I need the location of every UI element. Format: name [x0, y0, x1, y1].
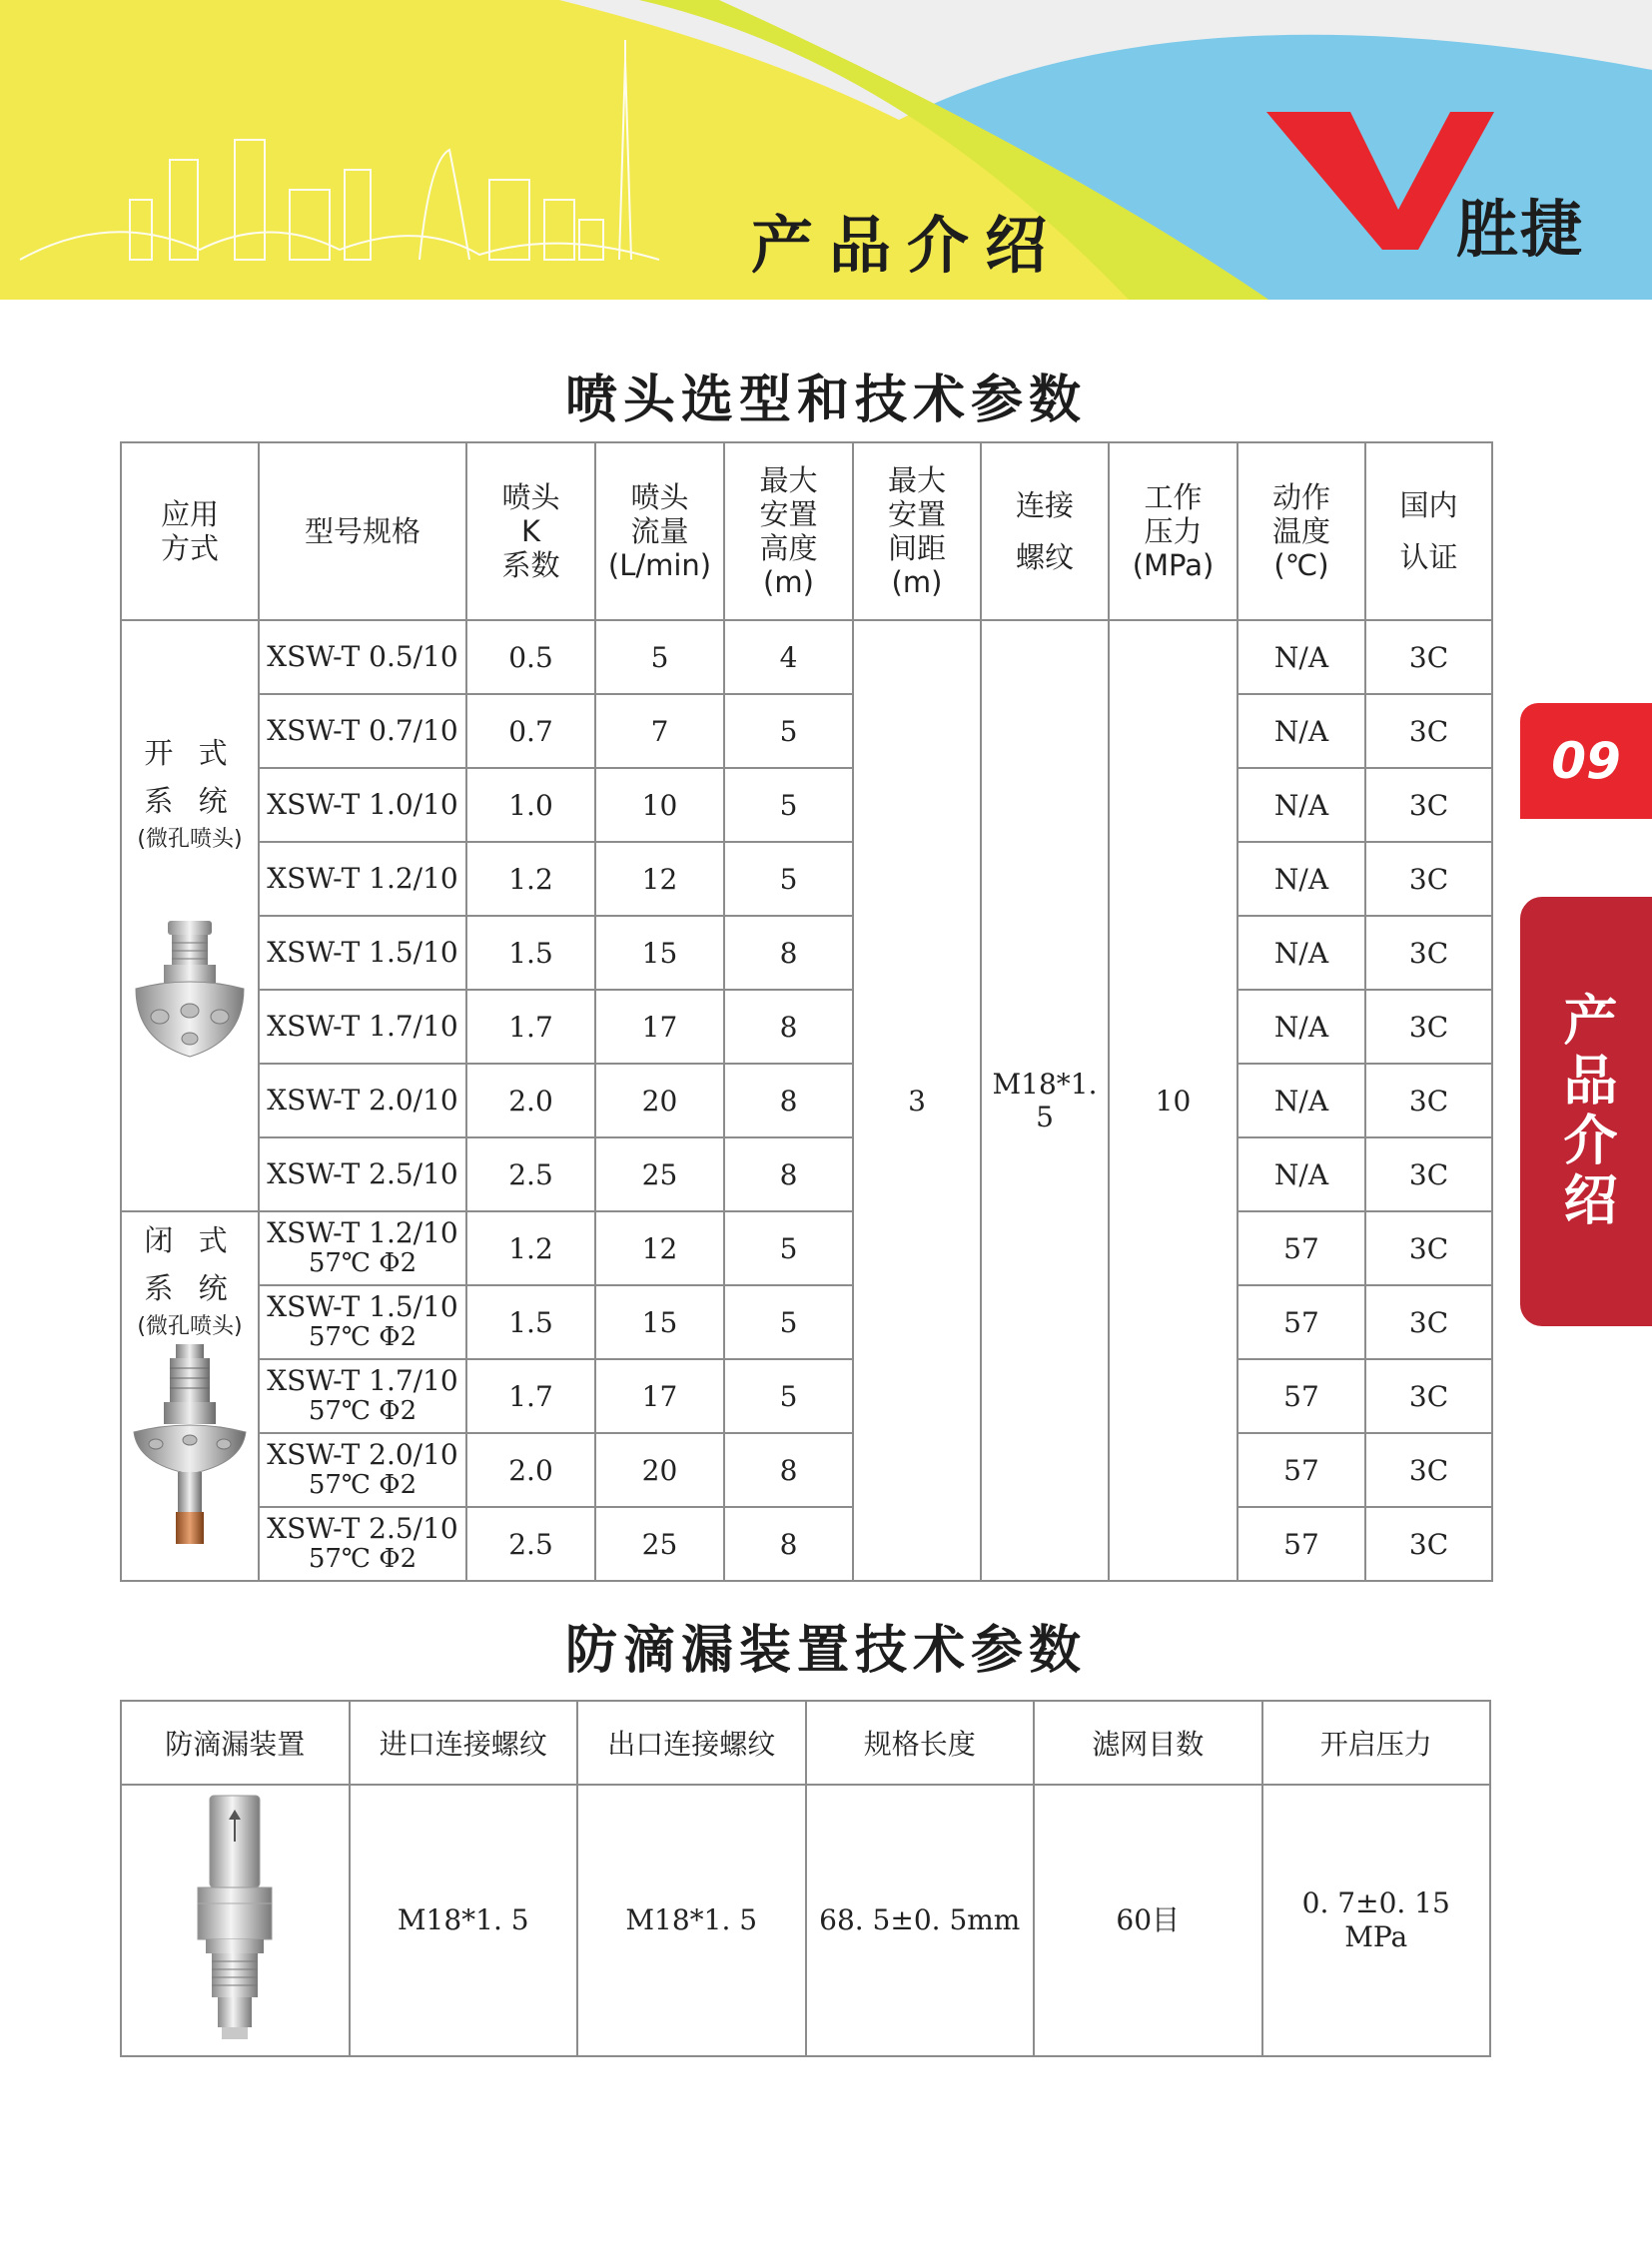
length-value: 68. 5±0. 5mm — [806, 1785, 1035, 2056]
closed-system-note: (微孔喷头) — [137, 1314, 243, 1339]
table-header-row — [121, 442, 1492, 620]
height-cell: 5 — [724, 1285, 853, 1359]
temp-cell: 57 — [1238, 1433, 1365, 1507]
header-thread: 连接 螺纹 — [981, 442, 1109, 620]
height-cell: 8 — [724, 1433, 853, 1507]
k-cell: 1.5 — [466, 1285, 595, 1359]
flow-cell: 20 — [595, 1064, 724, 1137]
temp-cell: 57 — [1238, 1285, 1365, 1359]
header-pressure: 工作 压力 (MPa) — [1109, 442, 1238, 620]
model-cell: XSW-T 2.0/10 57℃ Φ2 — [259, 1433, 466, 1507]
model-cell: XSW-T 1.5/10 57℃ Φ2 — [259, 1285, 466, 1359]
table-row — [121, 1359, 1492, 1433]
closed-system-cell — [121, 1211, 259, 1581]
header-k-factor: 喷头 K 系数 — [466, 442, 595, 620]
k-cell: 2.5 — [466, 1507, 595, 1581]
flow-cell: 12 — [595, 1211, 724, 1285]
page-number-tab: 09 — [1520, 703, 1652, 819]
anti-drip-table — [120, 1700, 1491, 2057]
cert-cell: 3C — [1365, 916, 1492, 990]
open-system-note: (微孔喷头) — [137, 827, 243, 852]
height-cell: 5 — [724, 1359, 853, 1433]
table-row — [121, 694, 1492, 768]
table-row — [121, 1785, 1490, 2056]
cert-cell: 3C — [1365, 1359, 1492, 1433]
k-cell: 2.0 — [466, 1433, 595, 1507]
cert-cell: 3C — [1365, 842, 1492, 916]
header-max-spacing: 最大 安置 间距 (m) — [853, 442, 981, 620]
cert-cell: 3C — [1365, 1137, 1492, 1211]
table-row — [121, 620, 1492, 694]
k-cell: 1.7 — [466, 990, 595, 1064]
height-cell: 5 — [724, 694, 853, 768]
k-cell: 0.5 — [466, 620, 595, 694]
model-cell: XSW-T 2.5/10 — [259, 1137, 466, 1211]
shared-pressure-cell: 10 — [1109, 620, 1238, 1581]
flow-cell: 10 — [595, 768, 724, 842]
model-cell: XSW-T 2.0/10 — [259, 1064, 466, 1137]
open-system-cell — [121, 620, 259, 1211]
model-cell: XSW-T 1.5/10 — [259, 916, 466, 990]
k-cell: 1.5 — [466, 916, 595, 990]
table-row — [121, 1433, 1492, 1507]
cert-cell: 3C — [1365, 768, 1492, 842]
table-row — [121, 1507, 1492, 1581]
header-length: 规格长度 — [806, 1701, 1035, 1785]
table-row — [121, 768, 1492, 842]
height-cell: 8 — [724, 990, 853, 1064]
open-pressure-value: 0. 7±0. 15 MPa — [1262, 1785, 1491, 2056]
header-model: 型号规格 — [259, 442, 466, 620]
header-application: 应用 方式 — [121, 442, 259, 620]
table-row — [121, 990, 1492, 1064]
k-cell: 1.0 — [466, 768, 595, 842]
cert-cell: 3C — [1365, 694, 1492, 768]
flow-cell: 20 — [595, 1433, 724, 1507]
table-row — [121, 916, 1492, 990]
model-cell: XSW-T 1.7/10 57℃ Φ2 — [259, 1359, 466, 1433]
table-header-row — [121, 1701, 1490, 1785]
device-image-cell — [121, 1785, 350, 2056]
k-cell: 2.0 — [466, 1064, 595, 1137]
header-max-height: 最大 安置 高度 (m) — [724, 442, 853, 620]
flow-cell: 15 — [595, 1285, 724, 1359]
height-cell: 5 — [724, 1211, 853, 1285]
section-side-tab — [1520, 897, 1652, 1326]
model-cell: XSW-T 1.7/10 — [259, 990, 466, 1064]
open-system-label-2: 系 统 — [144, 784, 236, 818]
temp-cell: N/A — [1238, 1064, 1365, 1137]
k-cell: 1.2 — [466, 842, 595, 916]
nozzle-spec-table — [120, 441, 1493, 1582]
height-cell: 8 — [724, 916, 853, 990]
cert-cell: 3C — [1365, 1285, 1492, 1359]
temp-cell: N/A — [1238, 916, 1365, 990]
inlet-thread-value: M18*1. 5 — [350, 1785, 578, 2056]
header-inlet: 进口连接螺纹 — [350, 1701, 578, 1785]
model-cell: XSW-T 2.5/10 57℃ Φ2 — [259, 1507, 466, 1581]
nozzle-table-title: 喷头选型和技术参数 — [564, 371, 1087, 430]
header-flow: 喷头 流量 (L/min) — [595, 442, 724, 620]
temp-cell: 57 — [1238, 1359, 1365, 1433]
k-cell: 0.7 — [466, 694, 595, 768]
cert-cell: 3C — [1365, 990, 1492, 1064]
header-certification: 国内 认证 — [1365, 442, 1492, 620]
model-cell: XSW-T 1.0/10 — [259, 768, 466, 842]
cert-cell: 3C — [1365, 1064, 1492, 1137]
temp-cell: N/A — [1238, 1137, 1365, 1211]
flow-cell: 25 — [595, 1137, 724, 1211]
open-nozzle-photo-icon — [130, 919, 250, 1069]
model-cell: XSW-T 0.7/10 — [259, 694, 466, 768]
header-open-pressure: 开启压力 — [1262, 1701, 1491, 1785]
shared-spacing-cell: 3 — [853, 620, 981, 1581]
header-mesh: 滤网目数 — [1034, 1701, 1262, 1785]
table-row — [121, 1211, 1492, 1285]
brand-name: 胜捷 — [1456, 193, 1585, 266]
height-cell: 8 — [724, 1137, 853, 1211]
cert-cell: 3C — [1365, 1507, 1492, 1581]
shared-thread-cell: M18*1. 5 — [981, 620, 1109, 1581]
model-cell: XSW-T 1.2/10 57℃ Φ2 — [259, 1211, 466, 1285]
flow-cell: 17 — [595, 1359, 724, 1433]
flow-cell: 12 — [595, 842, 724, 916]
table-row — [121, 842, 1492, 916]
temp-cell: N/A — [1238, 620, 1365, 694]
open-system-label: 开 式 — [144, 736, 236, 770]
header-temperature: 动作 温度 (℃) — [1238, 442, 1365, 620]
mesh-value: 60目 — [1034, 1785, 1262, 2056]
drip-table-title: 防滴漏装置技术参数 — [564, 1621, 1087, 1681]
closed-system-label: 闭 式 — [144, 1223, 236, 1257]
temp-cell: N/A — [1238, 694, 1365, 768]
height-cell: 4 — [724, 620, 853, 694]
height-cell: 8 — [724, 1507, 853, 1581]
k-cell: 2.5 — [466, 1137, 595, 1211]
flow-cell: 17 — [595, 990, 724, 1064]
flow-cell: 7 — [595, 694, 724, 768]
closed-nozzle-photo-icon — [130, 1344, 250, 1554]
anti-drip-valve-photo-icon — [180, 1792, 290, 2041]
outlet-thread-value: M18*1. 5 — [577, 1785, 806, 2056]
temp-cell: 57 — [1238, 1507, 1365, 1581]
k-cell: 1.2 — [466, 1211, 595, 1285]
temp-cell: N/A — [1238, 990, 1365, 1064]
flow-cell: 15 — [595, 916, 724, 990]
header-outlet: 出口连接螺纹 — [577, 1701, 806, 1785]
cert-cell: 3C — [1365, 620, 1492, 694]
table-row — [121, 1285, 1492, 1359]
height-cell: 5 — [724, 842, 853, 916]
flow-cell: 25 — [595, 1507, 724, 1581]
table-row — [121, 1064, 1492, 1137]
section-title: 产品介绍 — [751, 209, 1064, 282]
temp-cell: N/A — [1238, 768, 1365, 842]
cert-cell: 3C — [1365, 1211, 1492, 1285]
k-cell: 1.7 — [466, 1359, 595, 1433]
section-side-label: 产品介绍 — [1555, 992, 1618, 1231]
flow-cell: 5 — [595, 620, 724, 694]
cert-cell: 3C — [1365, 1433, 1492, 1507]
header-device: 防滴漏装置 — [121, 1701, 350, 1785]
temp-cell: 57 — [1238, 1211, 1365, 1285]
closed-system-label-2: 系 统 — [144, 1271, 236, 1305]
model-cell: XSW-T 1.2/10 — [259, 842, 466, 916]
model-cell: XSW-T 0.5/10 — [259, 620, 466, 694]
height-cell: 8 — [724, 1064, 853, 1137]
temp-cell: N/A — [1238, 842, 1365, 916]
height-cell: 5 — [724, 768, 853, 842]
table-row — [121, 1137, 1492, 1211]
